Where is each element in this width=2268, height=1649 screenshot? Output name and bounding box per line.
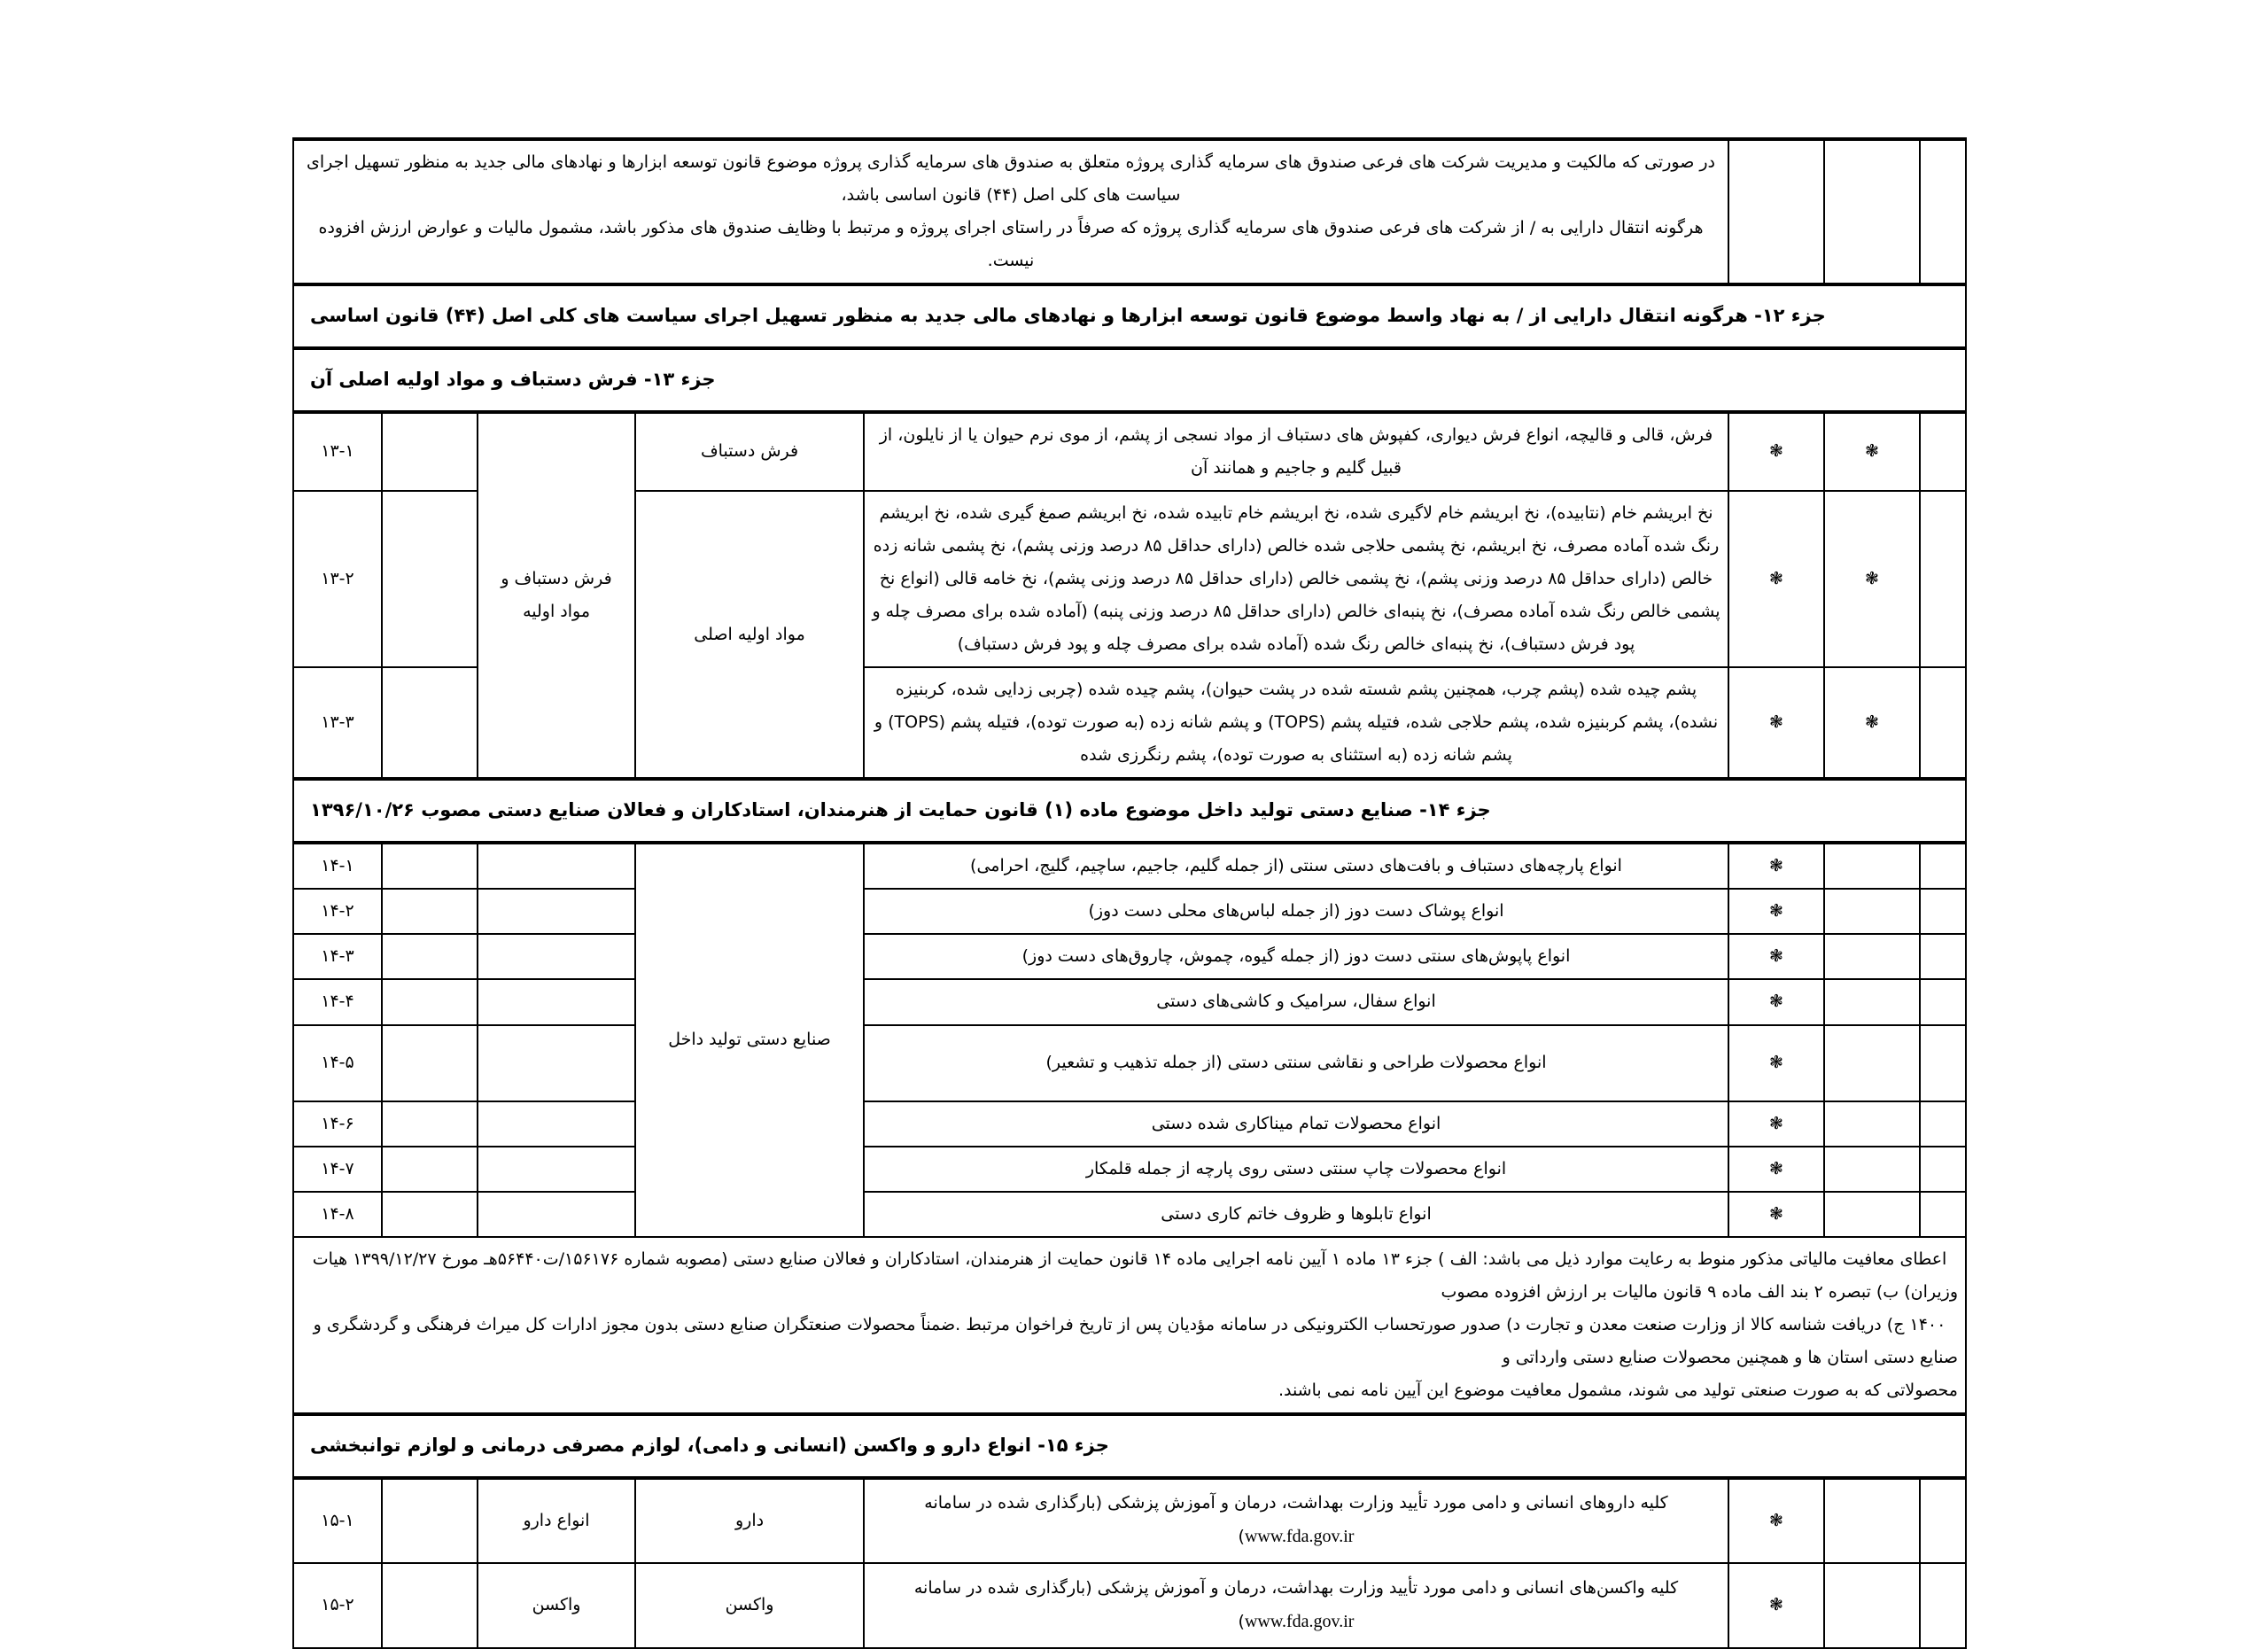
table-row [293, 934, 1966, 979]
row-group [478, 934, 635, 979]
row-code: ۱۳-۳ [293, 667, 382, 779]
mark-cell-2: ❃ [1728, 667, 1824, 779]
exemption-table-container [292, 137, 1967, 1649]
mark-cell-2: ❃ [1728, 934, 1824, 979]
row-subgroup: دارو [635, 1478, 864, 1563]
section-title-juz-13: جزء ۱۳- فرش دستباف و مواد اولیه اصلی آن [293, 348, 1966, 412]
section-title-juz-12: جزء ۱۲- هرگونه انتقال دارایی از / به نهاد واسط موضوع قانون توسعه ابزارها و نهادهای مالی جدید به منظور تسهیل اجرای سیاست های کلی اصل (۴۴) قانون اساسی [293, 284, 1966, 348]
mark-cell-1: ❃ [1824, 667, 1920, 779]
exemption-table [292, 137, 1967, 1649]
table-row [293, 1478, 1966, 1563]
mark-cell-1 [1824, 979, 1920, 1024]
section-14-note-row [293, 1237, 1966, 1414]
row-code: ۱۴-۳ [293, 934, 382, 979]
intro-paragraph-1: در صورتی که مالکیت و مدیریت شرکت های فرعی صندوق های سرمایه گذاری پروژه متعلق به صندوق های سرمایه گذاری پروژه موضوع قانون توسعه ابزارها و نهادهای مالی جدید به منظور تسهیل اجرای سیاست های کلی اصل (۴۴) قانون اساسی باشد، [306, 152, 1716, 206]
mark-cell-1 [1824, 1563, 1920, 1648]
row-gap [382, 843, 478, 889]
mark-cell-2: ❃ [1728, 1025, 1824, 1101]
mark-cell-1 [1824, 139, 1920, 284]
section-header-juz-12 [293, 284, 1966, 348]
mark-cell-1 [1824, 1478, 1920, 1563]
row-group [478, 1025, 635, 1101]
row-gap [382, 1192, 478, 1237]
mark-cell-1 [1824, 1147, 1920, 1192]
row-code: ۱۴-۲ [293, 889, 382, 934]
row-description: انواع محصولات چاپ سنتی دستی روی پارچه از جمله قلمکار [864, 1147, 1728, 1192]
row-subgroup: صنایع دستی تولید داخل [635, 843, 864, 1236]
mark-cell-2: ❃ [1728, 1147, 1824, 1192]
mark-cell-2: ❃ [1728, 1101, 1824, 1147]
row-code: ۱۵-۱ [293, 1478, 382, 1563]
mark-cell-1 [1824, 1192, 1920, 1237]
mark-cell-1: ❃ [1824, 412, 1920, 491]
row-description: انواع پارچه‌های دستباف و بافت‌های دستی سنتی (از جمله گلیم، جاجیم، ساچیم، گلیج، احرامی) [864, 843, 1728, 889]
mark-cell-2: ❃ [1728, 979, 1824, 1024]
section-header-juz-14 [293, 779, 1966, 843]
fda-url: www.fda.gov.ir [1244, 1527, 1355, 1547]
edge-cell [1920, 491, 1966, 667]
row-group [478, 1101, 635, 1147]
row-subgroup: واکسن [635, 1563, 864, 1648]
description-text-after: ) [1238, 1611, 1245, 1631]
row-gap [382, 412, 478, 491]
mark-cell-2: ❃ [1728, 412, 1824, 491]
edge-cell [1920, 1563, 1966, 1648]
row-gap [382, 1478, 478, 1563]
row-code: ۱۴-۷ [293, 1147, 382, 1192]
mark-cell-2: ❃ [1728, 1478, 1824, 1563]
row-gap [382, 1563, 478, 1648]
row-gap [382, 1147, 478, 1192]
mark-cell-1 [1824, 934, 1920, 979]
row-subgroup: مواد اولیه اصلی [635, 491, 864, 779]
section-header-juz-15 [293, 1414, 1966, 1478]
row-code: ۱۴-۴ [293, 979, 382, 1024]
edge-cell [1920, 934, 1966, 979]
row-description: نخ ابریشم خام (نتابیده)، نخ ابریشم خام لاگیری شده، نخ ابریشم خام تابیده شده، نخ ابریشم صمغ گیری شده، نخ ابریشم رنگ شده آماده مصرف، نخ ابریشم، نخ پشمی حلاجی شده خالص (دارای حداقل ۸۵ درصد وزنی پشم)، نخ پشمی شانه زده خالص (دارای حداقل ۸۵ درصد وزنی پشم)، نخ پشمی خالص (دارای حداقل ۸۵ درصد وزنی پشم)، نخ خامه قالی (انواع نخ پشمی خالص رنگ شده آماده مصرف)، نخ پنبه‌ای خالص (دارای حداقل ۸۵ درصد وزنی پنبه) (آماده شده برای مصرف چله و پود فرش دستباف)، نخ پنبه‌ای خالص رنگ شده (آماده شده برای مصرف چله و پود فرش دستباف) [864, 491, 1728, 667]
fda-url: www.fda.gov.ir [1244, 1611, 1355, 1631]
row-gap [382, 667, 478, 779]
row-description: انواع پوشاک دست دوز (از جمله لباس‌های محلی دست دوز) [864, 889, 1728, 934]
row-code: ۱۴-۱ [293, 843, 382, 889]
section-title-juz-15: جزء ۱۵- انواع دارو و واکسن (انسانی و دامی)، لوازم مصرفی درمانی و لوازم توانبخشی [293, 1414, 1966, 1478]
row-group [478, 889, 635, 934]
row-description [864, 1478, 1728, 1563]
edge-cell [1920, 979, 1966, 1024]
row-description: پشم چیده شده (پشم چرب، همچنین پشم شسته شده در پشت حیوان)، پشم چیده شده (چربی زدایی شده، کربنیزه نشده)، پشم کربنیزه شده، پشم حلاجی شده، فتیله پشم (TOPS) و پشم شانه زده (به صورت توده)، فتیله پشم (TOPS) و پشم شانه زده (به استثنای به صورت توده)، پشم رنگرزی شده [864, 667, 1728, 779]
row-description: انواع تابلوها و ظروف خاتم کاری دستی [864, 1192, 1728, 1237]
note-line-2: ۱۴۰۰ ج) دریافت شناسه کالا از وزارت صنعت معدن و تجارت د) صدور صورتحساب الکترونیکی در سامانه مؤدیان پس از تاریخ فراخوان مرتبط .ضمناً محصولات صنعتگران صنایع دستی بدون مجوز ادارات کل میراث فرهنگی و گردشگری و صنایع دستی استان ها و همچنین محصولات صنایع دستی وارداتی و [313, 1314, 1958, 1367]
row-gap [382, 491, 478, 667]
description-text-after: ) [1238, 1527, 1245, 1547]
row-gap [382, 1101, 478, 1147]
mark-cell-2: ❃ [1728, 889, 1824, 934]
intro-row [293, 139, 1966, 284]
row-code: ۱۴-۶ [293, 1101, 382, 1147]
note-line-3: محصولاتی که به صورت صنعتی تولید می شوند، مشمول معافیت موضوع این آیین نامه نمی باشند. [1278, 1380, 1958, 1400]
description-text-before: کلیه داروهای انسانی و دامی مورد تأیید وزارت بهداشت، درمان و آموزش پزشکی (بارگذاری شده در سامانه [924, 1493, 1668, 1513]
table-row [293, 1147, 1966, 1192]
row-description: انواع پاپوش‌های سنتی دست دوز (از جمله گیوه، چموش، چاروق‌های دست دوز) [864, 934, 1728, 979]
edge-cell [1920, 1147, 1966, 1192]
section-header-juz-13 [293, 348, 1966, 412]
section-14-note [293, 1237, 1966, 1414]
edge-cell [1920, 1101, 1966, 1147]
description-text-before: کلیه واکسن‌های انسانی و دامی مورد تأیید وزارت بهداشت، درمان و آموزش پزشکی (بارگذاری شده در سامانه [913, 1577, 1679, 1598]
table-row [293, 843, 1966, 889]
row-code: ۱۴-۸ [293, 1192, 382, 1237]
row-code: ۱۴-۵ [293, 1025, 382, 1101]
edge-cell [1920, 889, 1966, 934]
mark-cell-1 [1824, 1025, 1920, 1101]
table-row [293, 979, 1966, 1024]
mark-cell-2: ❃ [1728, 1192, 1824, 1237]
table-row [293, 889, 1966, 934]
intro-text-cell [293, 139, 1728, 284]
row-group [478, 843, 635, 889]
row-code: ۱۳-۱ [293, 412, 382, 491]
mark-cell-1: ❃ [1824, 491, 1920, 667]
note-line-1: اعطای معافیت مالیاتی مذکور منوط به رعایت موارد ذیل می باشد: الف ) جزء ۱۳ ماده ۱ آیین نامه اجرایی ماده ۱۴ قانون حمایت از هنرمندان، استادکاران و فعالان صنایع دستی (مصوبه شماره ۱۵۶۱۷۶/ت۵۶۴۴۰هـ مورخ ۱۳۹۹/۱۲/۲۷ هیات وزیران) ب) تبصره ۲ بند الف ماده ۹ قانون مالیات بر ارزش افزوده مصوب [312, 1248, 1958, 1302]
row-description: انواع محصولات تمام میناکاری شده دستی [864, 1101, 1728, 1147]
row-group [478, 979, 635, 1024]
row-description: فرش، قالی و قالیچه، انواع فرش دیواری، کفپوش های دستباف از مواد نسجی از پشم، از موی نرم حیوان یا از نایلون، از قبیل گلیم و جاجیم و همانند آن [864, 412, 1728, 491]
row-group [478, 1147, 635, 1192]
row-description [864, 1563, 1728, 1648]
row-gap [382, 979, 478, 1024]
row-gap [382, 889, 478, 934]
edge-cell [1920, 412, 1966, 491]
edge-cell [1920, 1192, 1966, 1237]
edge-cell [1920, 139, 1966, 284]
edge-cell [1920, 667, 1966, 779]
mark-cell-1 [1824, 1101, 1920, 1147]
row-code: ۱۵-۲ [293, 1563, 382, 1648]
mark-cell-2: ❃ [1728, 843, 1824, 889]
row-code: ۱۳-۲ [293, 491, 382, 667]
table-row [293, 1025, 1966, 1101]
section-title-juz-14: جزء ۱۴- صنایع دستی تولید داخل موضوع ماده (۱) قانون حمایت از هنرمندان، استادکاران و فعالان صنایع دستی مصوب ۱۳۹۶/۱۰/۲۶ [293, 779, 1966, 843]
mark-cell-1 [1824, 889, 1920, 934]
table-row [293, 1192, 1966, 1237]
row-group: انواع دارو [478, 1478, 635, 1563]
mark-cell-1 [1824, 843, 1920, 889]
mark-cell-2: ❃ [1728, 1563, 1824, 1648]
edge-cell [1920, 1025, 1966, 1101]
row-gap [382, 934, 478, 979]
row-gap [382, 1025, 478, 1101]
row-group: واکسن [478, 1563, 635, 1648]
edge-cell [1920, 843, 1966, 889]
row-group [478, 1192, 635, 1237]
row-description: انواع سفال، سرامیک و کاشی‌های دستی [864, 979, 1728, 1024]
table-row [293, 1563, 1966, 1648]
row-group: فرش دستباف و مواد اولیه [478, 412, 635, 779]
table-row [293, 1101, 1966, 1147]
intro-paragraph-2: هرگونه انتقال دارایی به / از شرکت های فرعی صندوق های سرمایه گذاری پروژه که صرفاً در راستای اجرای پروژه و مرتبط با وظایف صندوق های مذکور باشد، مشمول مالیات و عوارض ارزش افزوده نیست. [318, 218, 1704, 271]
mark-cell-2 [1728, 139, 1824, 284]
edge-cell [1920, 1478, 1966, 1563]
mark-cell-2: ❃ [1728, 491, 1824, 667]
row-subgroup: فرش دستباف [635, 412, 864, 491]
row-description: انواع محصولات طراحی و نقاشی سنتی دستی (از جمله تذهیب و تشعیر) [864, 1025, 1728, 1101]
table-row [293, 412, 1966, 491]
